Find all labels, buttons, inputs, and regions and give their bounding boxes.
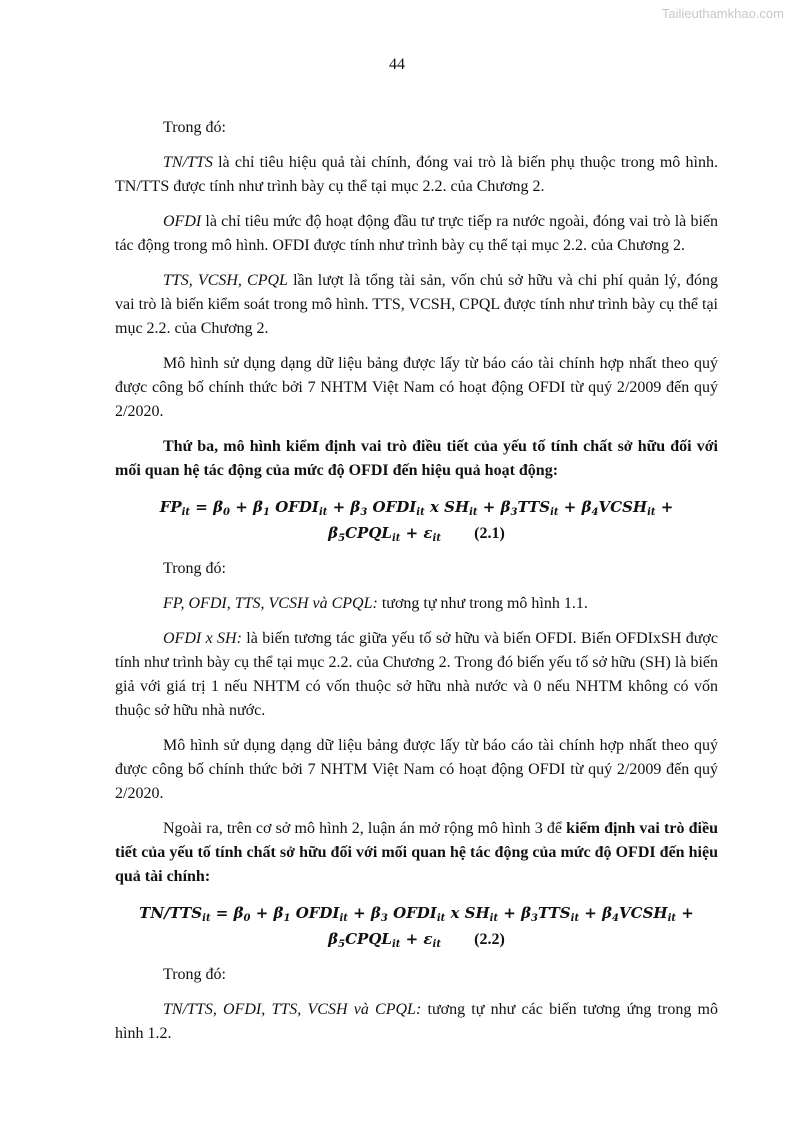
variables-term: TN/TTS, OFDI, TTS, VCSH và CPQL:	[163, 1001, 422, 1018]
ofdi-definition	[115, 210, 718, 258]
fp-definition	[115, 592, 718, 616]
control-text: lần lượt là tổng tài sản, vốn chủ sở hữu và chi phí quản lý, đóng vai trò là biến kiểm soát trong mô hình. TTS, VCSH, CPQL được tính như trình bày cụ thể tại mục 2.2. của Chương 2.	[115, 272, 718, 337]
interaction-text: là biến tương tác giữa yếu tố sở hữu và biến OFDI. Biến OFDIxSH được tính như trình bày cụ thể tại mục 2.2. của Chương 2. Trong đó biến yếu tố sở hữu (SH) là biến giả với giá trị 1 nếu NHTM có vốn thuộc sở hữu nhà nước và 0 nếu NHTM không có vốn thuộc sở hữu nhà nước.	[115, 630, 718, 719]
control-definition	[115, 269, 718, 341]
equation-2-2-tag: (2.2)	[474, 931, 505, 948]
extension-lead: Ngoài ra, trên cơ sở mô hình 2, luận án mở rộng mô hình 3 để	[163, 820, 567, 837]
equation-2-2: $TN/TTS_{it} = \beta_0 + \beta_1$ $OFDI_{it} + \beta_3$ $OFDI_{it}$ x $SH_{it} + \beta_3TTS_{it}$ + $\beta_4VCSH_{it}$ + $\beta_5CPQL_{it} + \varepsilon_{it}$ (2.2)	[139, 904, 694, 950]
where-label-1: Trong đó:	[163, 119, 226, 136]
tn-text: là chỉ tiêu hiệu quả tài chính, đóng vai trò là biến phụ thuộc trong mô hình. TN/TTS được tính như trình bày cụ thể tại mục 2.2. của Chương 2.	[115, 154, 718, 195]
page-number: 44	[389, 56, 405, 73]
interaction-definition	[115, 627, 718, 723]
tn-term: TN/TTS	[163, 154, 213, 171]
model-3-heading: Thứ ba, mô hình kiểm định vai trò điều tiết của yếu tố tính chất sở hữu đối với mối quan hệ tác động của mức độ OFDI đến hiệu quả hoạt động:	[115, 438, 718, 479]
watermark: Tailieuthamkhao.com	[661, 6, 784, 21]
tn-definition	[115, 151, 718, 199]
ofdi-term: OFDI	[163, 213, 202, 230]
data-description-2: Mô hình sử dụng dạng dữ liệu bảng được lấy từ báo cáo tài chính hợp nhất theo quý được công bố chính thức bởi 7 NHTM Việt Nam có hoạt động OFDI từ quý 2/2009 đến quý 2/2020.	[115, 737, 718, 802]
variables-text: tương tự như các biến tương ứng trong mô hình 1.2.	[115, 1001, 718, 1042]
interaction-term: OFDI x SH:	[163, 630, 242, 647]
where-label-2: Trong đó:	[163, 560, 226, 577]
extension-bold: kiểm định vai trò điều tiết của yếu tố tính chất sở hữu đối với mối quan hệ tác động của mức độ OFDI đến hiệu quả tài chính:	[115, 820, 718, 885]
document-body	[115, 116, 718, 1057]
where-label-3: Trong đó:	[163, 966, 226, 983]
equation-2-1-tag: (2.1)	[474, 525, 505, 542]
fp-term: FP, OFDI, TTS, VCSH và CPQL:	[163, 595, 378, 612]
ofdi-text: là chỉ tiêu mức độ hoạt động đầu tư trực tiếp ra nước ngoài, đóng vai trò là biến tác động trong mô hình. OFDI được tính như trình bày cụ thể tại mục 2.2. của Chương 2.	[115, 213, 718, 254]
data-description-1: Mô hình sử dụng dạng dữ liệu bảng được lấy từ báo cáo tài chính hợp nhất theo quý được công bố chính thức bởi 7 NHTM Việt Nam có hoạt động OFDI từ quý 2/2009 đến quý 2/2020.	[115, 355, 718, 420]
equation-2-1: $FP_{it} = \beta_0 + \beta_1$ $OFDI_{it} + \beta_3$ $OFDI_{it}$ x $SH_{it} + \beta_3TTS_{it}$ + $\beta_4VCSH_{it}$ + $\beta_5CPQL_{it} + \varepsilon_{it}$ (2.1)	[159, 498, 674, 544]
extension-paragraph	[115, 817, 718, 889]
control-term: TTS, VCSH, CPQL	[163, 272, 288, 289]
fp-text: tương tự như trong mô hình 1.1.	[377, 595, 588, 612]
model-1-2-reference	[115, 998, 718, 1046]
